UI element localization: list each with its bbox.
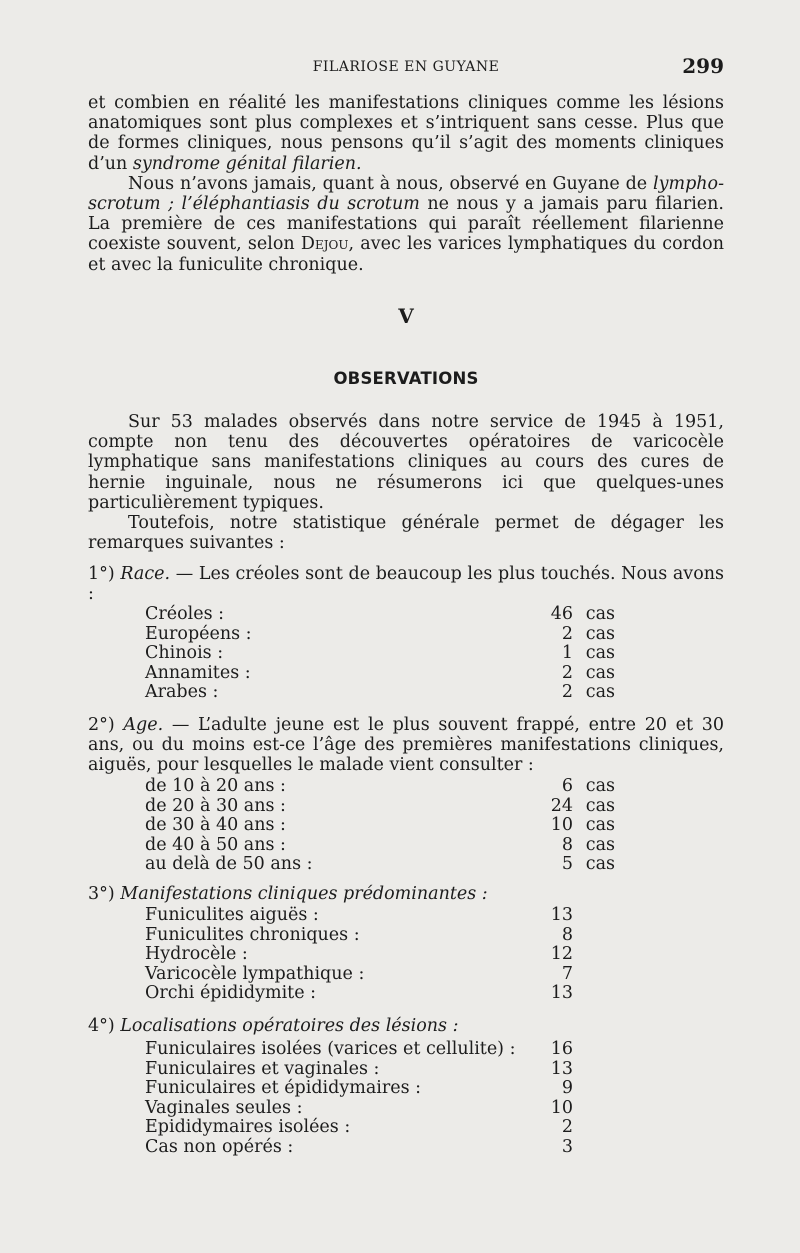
row-label: Chinois : <box>145 643 224 664</box>
row-value: 24 <box>550 795 573 816</box>
row-value: 46 <box>550 604 573 624</box>
body-text <box>88 412 724 553</box>
section-number: V <box>398 304 414 328</box>
intro-paragraph-1 <box>88 93 724 174</box>
row-unit: cas <box>585 854 615 875</box>
row-value: 2 <box>561 623 573 644</box>
intro-p2-emphasis: lympho-scrotum ; l’éléphantiasis du scrotum <box>88 173 724 215</box>
row-unit: cas <box>585 815 615 836</box>
row-label: au delà de 50 ans : <box>145 854 313 875</box>
table-row <box>145 906 615 926</box>
row-value: 2 <box>561 682 573 703</box>
row-value: 12 <box>550 944 573 965</box>
row-label: de 20 à 30 ans : <box>145 795 286 816</box>
item-text: — L’adulte jeune est le plus souvent frappé, entre 20 et 30 ans, ou du moins est-ce l’âge des premières manifestations cliniques, aiguës, pour lesquelles le malade vient consulter : <box>88 715 724 776</box>
table-row <box>145 926 615 946</box>
row-value: 13 <box>550 905 573 925</box>
row-label: Européens : <box>145 623 252 644</box>
running-head <box>88 56 724 80</box>
row-value: 10 <box>550 1097 573 1118</box>
row-value: 2 <box>561 662 573 683</box>
row-unit: cas <box>585 604 615 624</box>
row-label: Epididymaires isolées : <box>145 1117 351 1138</box>
age-list <box>145 777 615 875</box>
table-row <box>145 683 615 703</box>
table-row <box>145 855 615 875</box>
row-unit: cas <box>585 643 615 664</box>
row-unit: cas <box>585 776 615 796</box>
item-heading: Race. <box>120 564 171 584</box>
row-label: Orchi épididymite : <box>145 983 317 1004</box>
row-value: 13 <box>550 983 573 1004</box>
row-label: Varicocèle lympathique : <box>145 963 365 984</box>
table-row <box>145 984 615 1004</box>
row-label: Funiculites aiguës : <box>145 905 319 925</box>
row-label: de 40 à 50 ans : <box>145 834 286 855</box>
table-row <box>145 1099 615 1119</box>
row-value: 10 <box>550 815 573 836</box>
row-value: 1 <box>561 643 573 664</box>
row-value: 16 <box>550 1039 573 1059</box>
item-race-heading <box>88 564 724 604</box>
row-label: Funiculaires et épididymaires : <box>145 1078 422 1099</box>
page-number: 299 <box>682 54 724 78</box>
intro-p1-text: et combien en réalité les manifestations cliniques comme les lésions anatomiques sont plus complexes et s’intriquent sans cesse. Plus que de formes cliniques, nous pensons qu’il s’agit des moments cliniques d’un <box>88 93 724 174</box>
intro-p2-author: Dejou <box>300 234 349 255</box>
item-marker: 3°) <box>88 884 115 904</box>
row-value: 3 <box>561 1136 573 1157</box>
table-row <box>145 797 615 817</box>
row-label: Funiculites chroniques : <box>145 924 360 945</box>
table-row <box>145 1118 615 1138</box>
row-label: Funiculaires et vaginales : <box>145 1058 380 1079</box>
table-row <box>145 1079 615 1099</box>
intro-p1-emphasis: syndrome génital filarien. <box>132 153 362 174</box>
localisations-list <box>145 1040 615 1158</box>
row-unit: cas <box>585 623 615 644</box>
row-label: Créoles : <box>145 604 225 624</box>
body-paragraph-2: Toutefois, notre statistique générale permet de dégager les remarques suivantes : <box>88 513 724 554</box>
row-label: Hydrocèle : <box>145 944 248 965</box>
row-unit: cas <box>585 662 615 683</box>
table-row <box>145 644 615 664</box>
row-value: 13 <box>550 1058 573 1079</box>
manifestations-list <box>145 906 615 1004</box>
intro-p2-text-b: ne nous y a jamais paru filarien. La première de ces manifestations qui paraît réellement filarienne coexiste souvent, selon <box>88 194 724 255</box>
table-row <box>145 777 615 797</box>
row-label: Arabes : <box>145 682 219 703</box>
row-value: 2 <box>561 1117 573 1138</box>
row-value: 6 <box>561 776 573 796</box>
row-value: 8 <box>561 834 573 855</box>
body-paragraph-1: Sur 53 malades observés dans notre service de 1945 à 1951, compte non tenu des découvertes opératoires de varicocèle lymphatique sans manifestations cliniques au cours des cures de hernie inguinale, nous ne résumerons ici que quelques-unes particulièrement typiques. <box>88 412 724 513</box>
table-row <box>145 836 615 856</box>
table-row <box>145 945 615 965</box>
table-row <box>145 625 615 645</box>
row-label: de 10 à 20 ans : <box>145 776 286 796</box>
table-row <box>145 816 615 836</box>
item-text: — Les créoles sont de beaucoup les plus touchés. Nous avons : <box>88 564 724 605</box>
running-title: FILARIOSE EN GUYANE <box>312 59 500 75</box>
item-marker: 2°) <box>88 715 115 735</box>
item-heading: Manifestations cliniques prédominantes : <box>120 884 488 904</box>
item-heading: Age. <box>123 715 164 735</box>
item-localisations-heading <box>88 1016 724 1036</box>
intro-p2-text-a: Nous n’avons jamais, quant à nous, observé en Guyane de <box>128 173 653 194</box>
row-unit: cas <box>585 682 615 703</box>
intro-text <box>88 93 724 275</box>
row-label: Funiculaires isolées (varices et cellulite) : <box>145 1039 516 1059</box>
table-row <box>145 965 615 985</box>
item-manifestations-heading <box>88 884 724 904</box>
row-label: Annamites : <box>145 662 251 683</box>
row-label: de 30 à 40 ans : <box>145 815 286 836</box>
item-age-heading <box>88 715 724 776</box>
table-row <box>145 664 615 684</box>
row-value: 8 <box>561 924 573 945</box>
table-row <box>145 1060 615 1080</box>
item-marker: 4°) <box>88 1016 115 1036</box>
intro-paragraph-2 <box>88 174 724 275</box>
row-value: 7 <box>561 963 573 984</box>
row-label: Cas non opérés : <box>145 1136 294 1157</box>
table-row <box>145 1138 615 1158</box>
table-row <box>145 605 615 625</box>
table-row <box>145 1040 615 1060</box>
row-unit: cas <box>585 834 615 855</box>
row-unit: cas <box>585 795 615 816</box>
row-value: 5 <box>561 854 573 875</box>
row-label: Vaginales seules : <box>145 1097 303 1118</box>
row-value: 9 <box>561 1078 573 1099</box>
section-title: OBSERVATIONS <box>333 369 479 388</box>
item-heading: Localisations opératoires des lésions : <box>120 1016 459 1036</box>
intro-p2-text-c: , avec les varices lymphatiques du cordon et avec la funiculite chronique. <box>88 234 724 275</box>
race-list <box>145 605 615 703</box>
item-marker: 1°) <box>88 564 115 584</box>
